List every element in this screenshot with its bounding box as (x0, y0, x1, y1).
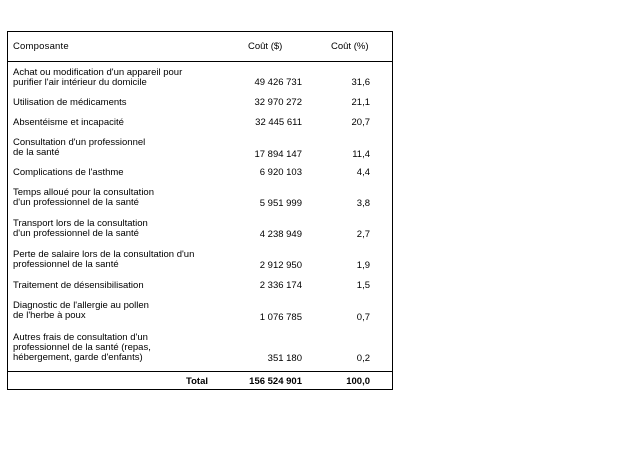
row-cost: 6 920 103 (259, 167, 302, 178)
row-percent: 3,8 (356, 198, 370, 209)
row-cost: 4 238 949 (259, 229, 302, 240)
row-percent: 4,4 (356, 167, 370, 178)
row-label: Consultation d'un professionnel de la santé (13, 137, 146, 158)
row-cost: 2 912 950 (259, 260, 302, 271)
row-percent: 31,6 (351, 77, 370, 88)
row-percent: 1,5 (356, 280, 370, 291)
row-cost: 1 076 785 (259, 312, 302, 323)
table-row (8, 68, 392, 88)
table-header (8, 32, 392, 62)
total-cost: 156 524 901 (249, 376, 302, 387)
row-label: Perte de salaire lors de la consultation d'un professionnel de la santé (13, 249, 195, 270)
total-label: Total (186, 376, 208, 387)
row-percent: 21,1 (351, 97, 370, 108)
row-label: Transport lors de la consultation d'un professionnel de la santé (13, 218, 148, 239)
row-percent: 20,7 (351, 117, 370, 128)
row-label: Autres frais de consultation d'un professionnel de la santé (repas, hébergement, garde d'enfants) (13, 332, 151, 363)
table-row (8, 98, 392, 108)
total-percent: 100,0 (346, 376, 370, 387)
row-label: Utilisation de médicaments (13, 97, 127, 108)
table-row (8, 138, 392, 158)
row-cost: 49 426 731 (254, 77, 302, 88)
row-cost: 5 951 999 (259, 198, 302, 209)
row-label: Absentéisme et incapacité (13, 117, 124, 128)
row-label: Temps alloué pour la consultation d'un professionnel de la santé (13, 187, 155, 208)
row-percent: 2,7 (356, 229, 370, 240)
row-percent: 0,7 (356, 312, 370, 323)
row-label: Diagnostic de l'allergie au pollen de l'herbe à poux (13, 300, 149, 321)
row-cost: 32 445 611 (255, 117, 302, 128)
table-row (8, 118, 392, 128)
table-row (8, 188, 392, 208)
row-cost: 2 336 174 (259, 280, 302, 291)
row-cost: 17 894 147 (254, 149, 302, 160)
table-row (8, 250, 392, 270)
row-percent: 1,9 (356, 260, 370, 271)
header-percent: Coût (%) (331, 41, 369, 52)
header-cost: Coût ($) (248, 41, 283, 52)
row-cost: 32 970 272 (254, 97, 302, 108)
table-row (8, 281, 392, 291)
row-percent: 11,4 (352, 149, 370, 160)
table-row (8, 168, 392, 178)
row-label: Traitement de désensibilisation (13, 280, 144, 291)
cost-table (7, 31, 393, 390)
row-percent: 0,2 (356, 353, 370, 364)
row-label: Complications de l'asthme (13, 167, 124, 178)
header-component: Composante (13, 41, 69, 52)
table-row (8, 301, 392, 321)
total-row (8, 371, 392, 390)
table-row (8, 333, 392, 363)
table-row (8, 219, 392, 239)
row-cost: 351 180 (267, 353, 302, 364)
row-label: Achat ou modification d'un appareil pour purifier l'air intérieur du domicile (13, 67, 183, 88)
